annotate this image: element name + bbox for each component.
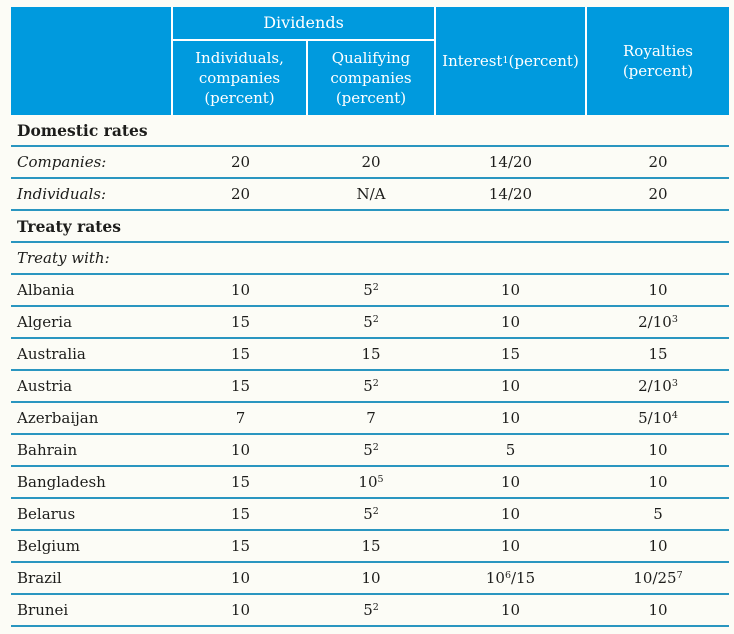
table-row bbox=[11, 563, 729, 595]
cell-value: 10 bbox=[500, 473, 521, 491]
cell-value: 10 bbox=[500, 505, 521, 523]
cell-value: $5^2$ bbox=[363, 377, 379, 395]
cell-value: 15 bbox=[230, 313, 251, 331]
cell-value: 14/20 bbox=[488, 153, 533, 171]
cell-value: 15 bbox=[230, 505, 251, 523]
cell-value: 14/20 bbox=[488, 185, 533, 203]
row-label: Australia bbox=[17, 345, 86, 363]
cell-value: 10 bbox=[500, 377, 521, 395]
header-col-qualifying-companies: Qualifying companies (percent) bbox=[330, 49, 412, 107]
cell-value: 10 bbox=[648, 601, 668, 619]
table-row bbox=[11, 531, 729, 563]
cell-value: 10 bbox=[230, 281, 251, 299]
cell-value: $2/10^3$ bbox=[638, 313, 678, 331]
cell-value: $5/10^4$ bbox=[638, 409, 678, 427]
cell-value: 20 bbox=[648, 185, 668, 203]
cell-value: 20 bbox=[648, 153, 668, 171]
row-label: Bahrain bbox=[17, 441, 78, 459]
cell-value: 5 bbox=[653, 505, 663, 523]
row-label: Bangladesh bbox=[17, 473, 106, 491]
table-row bbox=[11, 499, 729, 531]
row-label: Belarus bbox=[17, 505, 76, 523]
row-label: Companies: bbox=[17, 153, 107, 171]
cell-value: $10/25^7$ bbox=[633, 569, 683, 587]
cell-value: $10^6/15$ bbox=[485, 569, 536, 587]
cell-value: 15 bbox=[361, 537, 381, 555]
row-label: Domestic rates bbox=[17, 120, 148, 140]
cell-value: 20 bbox=[230, 185, 251, 203]
header-dividends-group: Dividends bbox=[173, 7, 434, 41]
header-col-individuals-companies: Individuals, companies (percent) bbox=[173, 41, 308, 115]
cell-value: 15 bbox=[230, 473, 251, 491]
row-label: Brunei bbox=[17, 601, 69, 619]
table-row bbox=[11, 339, 729, 371]
table-row bbox=[11, 243, 729, 275]
cell-value: 10 bbox=[500, 281, 521, 299]
header-col-royalties: Royalties (percent) bbox=[622, 42, 694, 80]
cell-value: 15 bbox=[230, 537, 251, 555]
cell-value: 10 bbox=[648, 537, 668, 555]
table-row bbox=[11, 147, 729, 179]
table-row bbox=[11, 371, 729, 403]
table-row bbox=[11, 435, 729, 467]
cell-value: 10 bbox=[648, 441, 668, 459]
cell-value: 10 bbox=[361, 569, 381, 587]
cell-value: $10^5$ bbox=[358, 473, 384, 491]
cell-value: 10 bbox=[500, 601, 521, 619]
table-row bbox=[11, 275, 729, 307]
cell-value: 20 bbox=[361, 153, 381, 171]
cell-value: 15 bbox=[361, 345, 381, 363]
row-label: Austria bbox=[17, 377, 73, 395]
cell-value: $5^2$ bbox=[363, 441, 379, 459]
table-header bbox=[11, 7, 729, 115]
table-row bbox=[11, 307, 729, 339]
table-body bbox=[11, 115, 729, 627]
row-label: Albania bbox=[17, 281, 75, 299]
header-col-interest: Interest 1 (percent) bbox=[434, 7, 587, 115]
row-label: Treaty rates bbox=[17, 216, 121, 236]
header-stub-cell bbox=[11, 7, 173, 115]
cell-value: 10 bbox=[500, 409, 521, 427]
row-label: Algeria bbox=[17, 313, 73, 331]
table-row bbox=[11, 403, 729, 435]
row-label: Brazil bbox=[17, 569, 62, 587]
cell-value: $5^2$ bbox=[363, 601, 379, 619]
row-label: Treaty with: bbox=[17, 249, 110, 267]
cell-value: 10 bbox=[500, 537, 521, 555]
section-row bbox=[11, 115, 729, 147]
cell-value: 15 bbox=[230, 377, 251, 395]
row-label: Individuals: bbox=[17, 185, 107, 203]
cell-value: 15 bbox=[648, 345, 668, 363]
table-row bbox=[11, 595, 729, 627]
table-row bbox=[11, 179, 729, 211]
tax-rates-table bbox=[11, 7, 729, 627]
row-label: Belgium bbox=[17, 537, 80, 555]
row-label: Azerbaijan bbox=[17, 409, 99, 427]
cell-value: 10 bbox=[230, 569, 251, 587]
cell-value: 7 bbox=[235, 409, 246, 427]
cell-value: $2/10^3$ bbox=[638, 377, 678, 395]
cell-value: 10 bbox=[648, 281, 668, 299]
cell-value: 10 bbox=[230, 441, 251, 459]
cell-value: 20 bbox=[230, 153, 251, 171]
cell-value: 10 bbox=[648, 473, 668, 491]
cell-value: 10 bbox=[230, 601, 251, 619]
section-row bbox=[11, 211, 729, 243]
cell-value: 15 bbox=[230, 345, 251, 363]
cell-value: 10 bbox=[500, 313, 521, 331]
cell-value: N/A bbox=[356, 185, 386, 203]
cell-value: 5 bbox=[505, 441, 516, 459]
table-row bbox=[11, 467, 729, 499]
cell-value: 15 bbox=[500, 345, 521, 363]
cell-value: $5^2$ bbox=[363, 505, 379, 523]
cell-value: 7 bbox=[366, 409, 376, 427]
cell-value: $5^2$ bbox=[363, 313, 379, 331]
cell-value: $5^2$ bbox=[363, 281, 379, 299]
